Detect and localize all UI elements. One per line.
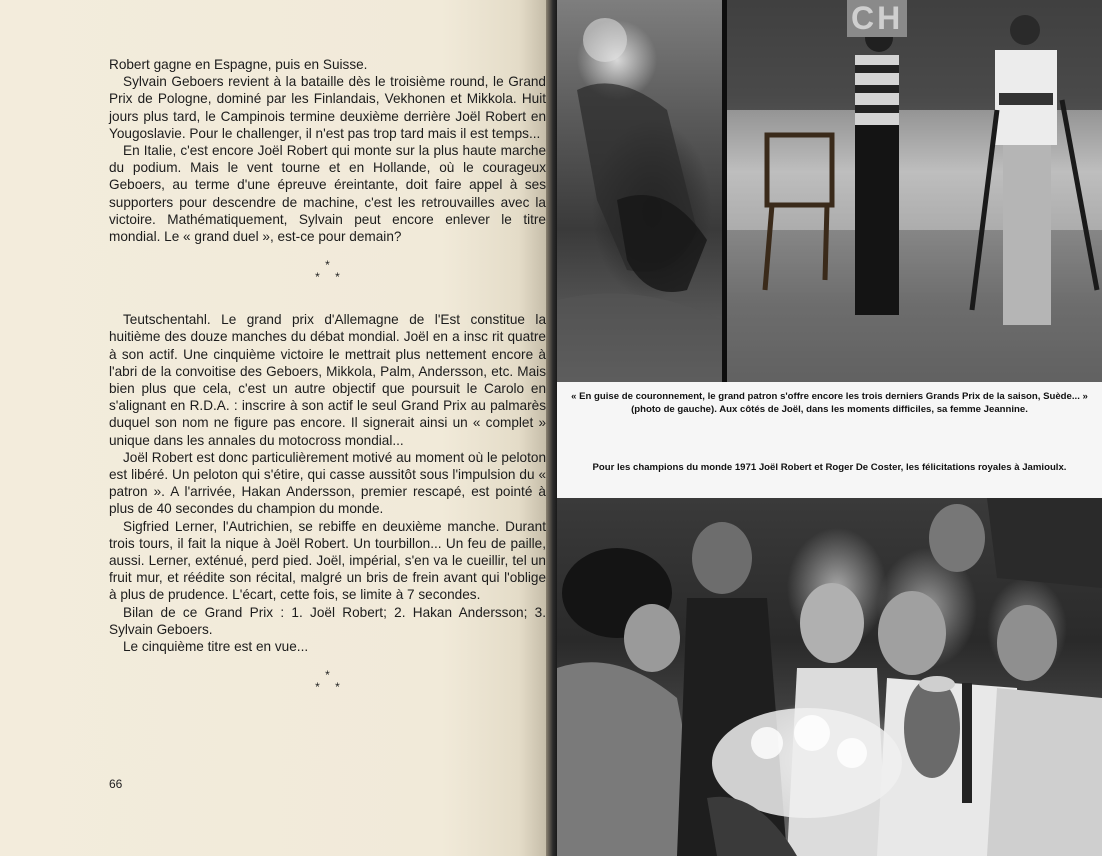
paragraph: Le cinquième titre est en vue... bbox=[123, 639, 309, 655]
asterism-top: * bbox=[325, 258, 330, 273]
paragraph-group-2 bbox=[109, 311, 546, 655]
paragraph: Sylvain Geboers revient à la bataille dès le troisième round, le Grand Prix de Pologne, dominé par les Finlandais, Vekhonen et Mikkola. Huit jours plus tard, le Campinois termine deuxième derrière Joël Robert en Yougoslavie. Pour le challenger, il n'est pas trop tard mais il est temps... bbox=[109, 74, 546, 141]
section-break-1 bbox=[109, 259, 546, 283]
photo-1-shapes bbox=[557, 0, 722, 382]
paragraph: Bilan de ce Grand Prix : 1. Joël Robert; 2. Hakan Andersson; 3. Sylvain Geboers. bbox=[109, 604, 546, 637]
paragraph: Teutschentahl. Le grand prix d'Allemagne de l'Est constitue la huitième des douze manches du débat mondial. Joël en a insc rit quatre à son actif. Une cinquième victoire le mettrait plus nettement encore à l'abri de la convoitise des Geboers, Mikkola, Palm, Andersson, etc. Mais bien plus que cela, c'est un autre objectif que poursuit le Carolo en s'alignant en R.D.A. : inscrire à son actif le seul Grand Prix au palmarès duquel son nom ne figure pas encore. Il signerait ainsi un « complet » unique dans les annales du motocross mondial... bbox=[109, 312, 546, 448]
paragraph: Robert gagne en Espagne, puis en Suisse. bbox=[109, 57, 368, 72]
section-break-2 bbox=[109, 669, 546, 693]
photo-caption-top: « En guise de couronnement, le grand patron s'offre encore les trois derniers Grands Prix de la saison, Suède... » (photo de gauche). Aux côtés de Joël, dans les moments difficiles, sa femme Jeannine. bbox=[571, 391, 1088, 415]
photo-motocross-rider bbox=[557, 0, 722, 382]
photo-joel-and-jeannine bbox=[727, 0, 1102, 382]
paragraph: Joël Robert est donc particulièrement motivé au moment où le peloton est libéré. Un peloton qui s'étire, qui casse aussitôt sous l'impulsion du « patron ». A l'arrivée, Hakan Andersson, premier rescapé, est pointé à plus de 40 secondes du champion du monde. bbox=[109, 449, 546, 517]
photo-background-sign: CH bbox=[847, 0, 907, 37]
asterism-top: * bbox=[325, 668, 330, 683]
paragraph: En Italie, c'est encore Joël Robert qui monte sur la plus haute marche du podium. Mais le vent tourne et en Hollande, où le courageux Geboers, au terme d'une épreuve éreintante, doit faire appel à ses supporters pour descendre de machine, c'est les retrouvailles avec la victoire. Mathématiquement, Sylvain peut encore enlever le titre mondial. Le « grand duel », est-ce pour demain? bbox=[109, 143, 546, 245]
asterism-bottom: * * bbox=[315, 680, 346, 695]
photo-caption-bottom: Pour les champions du monde 1971 Joël Robert et Roger De Coster, les félicitations royales à Jamioulx. bbox=[592, 462, 1067, 473]
page-number: 66 bbox=[109, 777, 123, 791]
body-text bbox=[109, 56, 546, 721]
photo-royal-congratulations bbox=[557, 498, 1102, 856]
asterism-bottom: * * bbox=[315, 270, 346, 285]
paragraph: Sigfried Lerner, l'Autrichien, se rebiffe en deuxième manche. Durant trois tours, il fait la nique à Joël Robert. Un tourbillon... Un feu de paille, aussi. Lerner, exténué, perd pied. Joël, impérial, s'en va le cueillir, tel un fruit mur, et réédite son récital, malgré un bris de frein avant qui l'oblige à plus de prudence. L'écart, cette fois, se limite à 7 secondes. bbox=[109, 518, 546, 603]
photo-3-shapes bbox=[557, 498, 1102, 856]
paragraph-group-1 bbox=[109, 56, 546, 245]
photo-2-shapes bbox=[727, 0, 1102, 382]
